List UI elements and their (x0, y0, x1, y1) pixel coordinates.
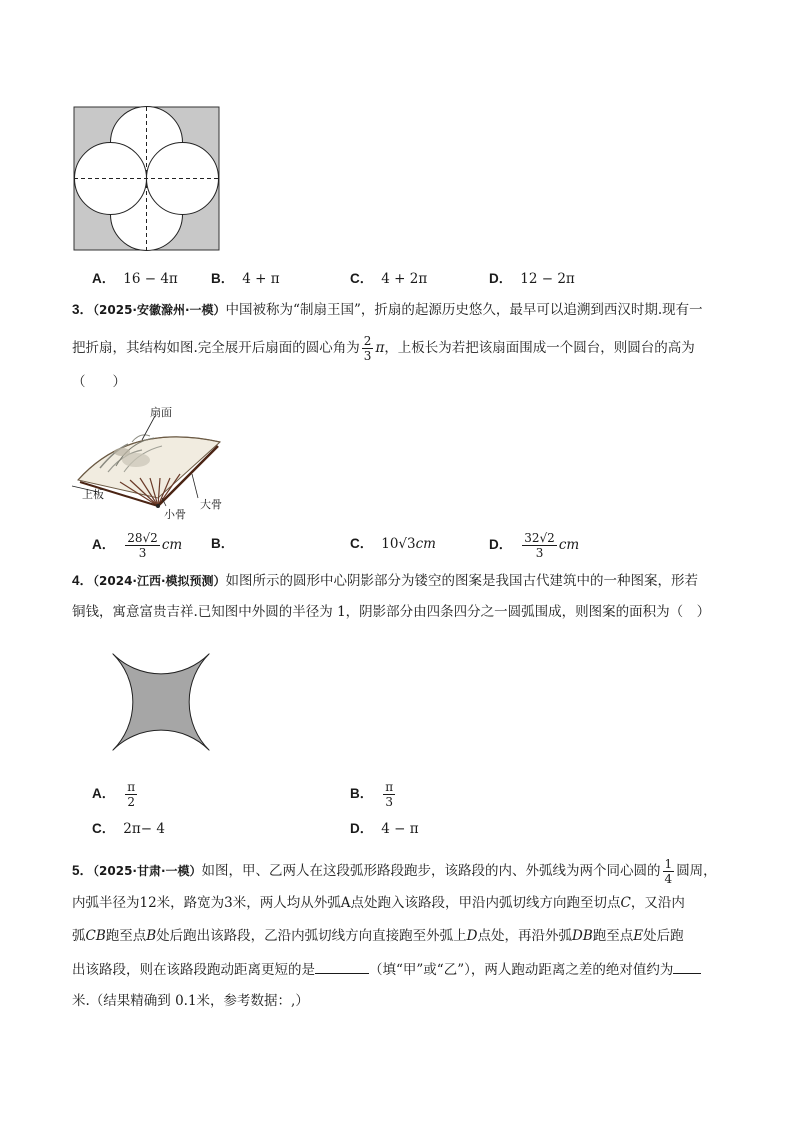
four-circles-figure (73, 106, 221, 252)
q3-line-3: （ ） (72, 374, 126, 390)
q4-line-1: 4．（2024·江西·模拟预测）如图所示的圆形中心阴影部分为镂空的图案是我国古代建筑中的一种图案，形若 (72, 573, 699, 589)
q3-option-c: C． 10√3cm (350, 536, 436, 552)
q5-line-2: 内弧半径为12米，路宽为3米，两人均从外弧A点处跑入该路段，甲沿内弧切线方向跑至切点C，又沿内 (72, 895, 685, 911)
q3-option-a: A． $\frac{28√2}{3}$ cm (92, 531, 183, 560)
top-board-label: 上板 (82, 488, 104, 501)
fan-face-label: 扇面 (150, 406, 172, 419)
q3-option-b: B． (211, 536, 235, 551)
q2-option-d: D． 12 − 2π (489, 271, 575, 287)
q4-option-a: A． $\frac{\pi}{2}$ (92, 780, 136, 809)
q4-option-c: C． 2π− 4 (92, 821, 165, 837)
q3-line-1: 3．（2025·安徽滁州·一模）中国被称为“制扇王国”，折扇的起源历史悠久，最早可以追溯到西汉时期.现有一 (72, 302, 703, 318)
answer-blank-2[interactable] (673, 959, 701, 974)
big-rib-label: 大骨 (200, 498, 222, 511)
q2-option-b: B． 4 + π (211, 271, 280, 287)
q2-option-c: C． 4 + 2π (350, 271, 428, 287)
q3-option-d: D． $\frac{32√2}{3}$ cm (489, 531, 580, 560)
answer-blank-1[interactable] (315, 959, 369, 974)
q5-quarter-fraction: $\frac{1}{4}$ (664, 857, 673, 886)
q4-a-fraction: $\frac{\pi}{2}$ (127, 780, 136, 809)
q2-option-a: A． 16 − 4π (92, 271, 178, 287)
q5-line-1: 5．（2025·甘肃·一模）如图，甲、乙两人在这段弧形路段跑步，该路段的内、外弧线为两个同心圆的 $\frac{1}{4}$ 圆周， (72, 857, 717, 886)
q4-line-2: 铜钱，寓意富贵吉祥.已知图中外圆的半径为 1，阴影部分由四条四分之一圆弧围成，则图案的面积为（ ） (72, 604, 711, 620)
q3-d-fraction: $\frac{32√2}{3}$ (524, 531, 555, 560)
q3-line-2: 把折扇，其结构如图.完全展开后扇面的圆心角为 $\frac{2}{3}$ π，上板长为若把该扇面围成一个圆台，则圆台的高为 (72, 334, 695, 363)
coin-pattern-figure (91, 632, 231, 772)
folding-fan-figure (70, 402, 230, 520)
q3-angle-fraction: $\frac{2}{3}$ (363, 334, 372, 363)
small-rib-label: 小骨 (164, 508, 186, 520)
q5-line-3: 弧CB跑至点B处后跑出该路段，乙沿内弧切线方向直接跑至外弧上D点处，再沿外弧DB跑至点E处后跑 (72, 928, 684, 944)
q4-option-d: D． 4 − π (350, 821, 419, 837)
q5-line-4: 出该路段，则在该路段跑动距离更短的是 （填“甲”或“乙”），两人跑动距离之差的绝对值约为 (72, 959, 701, 980)
q4-option-b: B． $\frac{\pi}{3}$ (350, 780, 394, 809)
q5-line-5: 米.（结果精确到 0.1米，参考数据：,） (72, 993, 309, 1009)
q4-b-fraction: $\frac{\pi}{3}$ (385, 780, 394, 809)
q3-a-fraction: $\frac{28√2}{3}$ (127, 531, 158, 560)
